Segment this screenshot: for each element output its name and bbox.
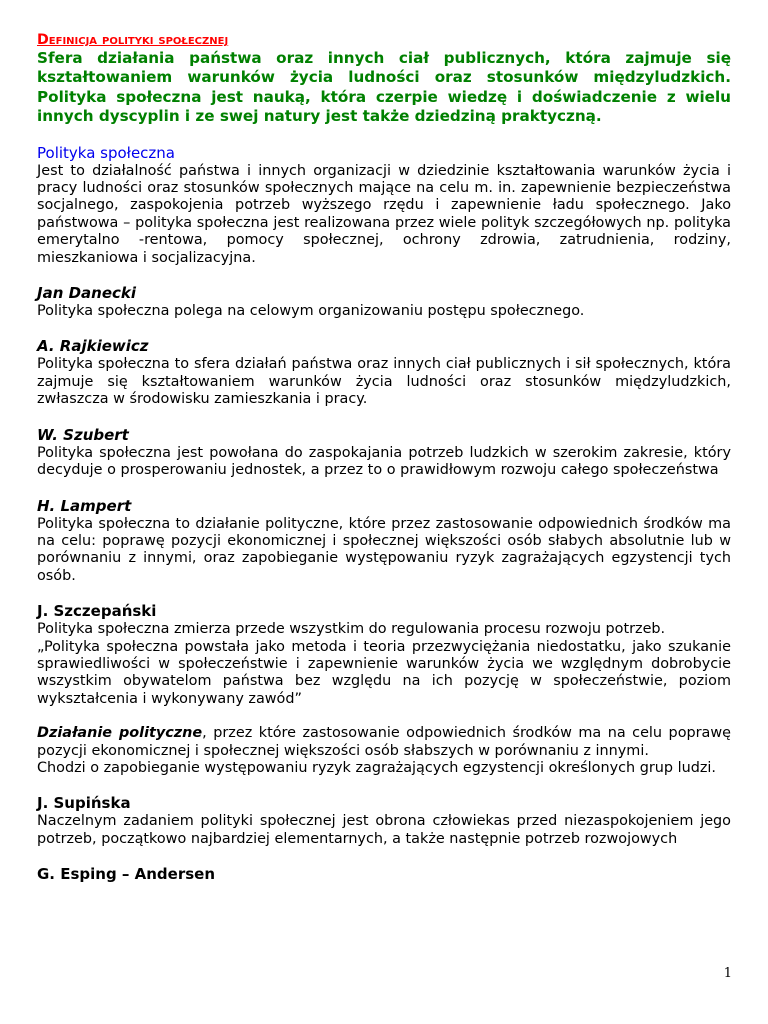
section-heading: Polityka społeczna — [37, 143, 175, 162]
section-heading: J. Szczepański — [37, 602, 157, 621]
section-heading: H. Lampert — [37, 496, 132, 515]
lead-continuation: , przez które zastosowanie odpowiednich środków ma na celu poprawę pozycji ekonomicznej i społecznej większości osób słabszych w porównaniu z innymi. — [37, 725, 731, 759]
section-paragraph: Polityka społeczna to działanie polityczne, które przez zastosowanie odpowiednich środków ma na celu: poprawę pozycji ekonomicznej i społecznej większości osób słabych absolutnie lub w porównaniu z innymi, oraz zapobieganie występowaniu ryzyk zagrażających egzystencji tych osób. — [37, 515, 731, 584]
section-heading: A. Rajkiewicz — [37, 337, 149, 356]
section-quote: „Polityka społeczna powstała jako metoda i teoria przezwyciężania niedostatku, jako szukanie sprawiedliwości w społeczeństwie i zapewnienie warunków życia we względnym dobrobycie wszystkim obywatelom państwa bez względu na ich pozycję w społeczeństwie, poziom wykształcenia i wykonywany zawód” — [37, 638, 731, 707]
section-paragraph: Polityka społeczna jest powołana do zaspokajania potrzeb ludzkich w szerokim zakresie, który decyduje o prosperowaniu jednostek, a przez to o prawidłowym rozwoju całego społeczeństwa — [37, 444, 731, 479]
section-paragraph: Polityka społeczna to sfera działań państwa oraz innych ciał publicznych i sił społecznych, która zajmuje się kształtowaniem warunków życia ludności oraz stosunków międzyludzkich, zwłaszcza w środowisku zamieszkania i pracy. — [37, 356, 731, 408]
section-jan-danecki — [37, 284, 731, 320]
intro-definition: Sfera działania państwa oraz innych ciał publicznych, która zajmuje się kształtowaniem warunków życia ludności oraz stosunków międzyludzkich. Polityka społeczna jest nauką, która czerpie wiedzę i doświadczenie z wielu innych dyscyplin i ze swej natury jest także dziedziną praktyczną. — [37, 49, 731, 126]
section-a-rajkiewicz — [37, 337, 731, 408]
page-number: 1 — [723, 966, 732, 981]
section-j-supinska — [37, 794, 731, 848]
section-heading: G. Esping – Andersen — [37, 865, 216, 884]
section-polityka-spoleczna — [37, 144, 731, 267]
section-paragraph: Chodzi o zapobieganie występowaniu ryzyk zagrażających egzystencji określonych grup ludzi. — [37, 759, 716, 776]
lead-phrase: Działanie polityczne — [37, 725, 203, 742]
document-title: Definicja polityki społecznej — [37, 32, 229, 48]
section-paragraph: Jest to działalność państwa i innych organizacji w dziedzinie kształtowania warunków życia i pracy ludności oraz stosunków społecznych mające na celu m. in. zapewnienie bezpieczeństwa socjalnego, zaspokojenia potrzeb wyższego rzędu i zapewnienie ładu społecznego. Jako państwowa – polityka społeczna jest realizowana przez wiele polityk szczegółowych np. polityka emerytalno -rentowa, pomocy społecznej, ochrony zdrowia, zatrudnienia, rodziny, mieszkaniowa i socjalizacyjna. — [37, 162, 731, 266]
section-paragraph: Naczelnym zadaniem polityki społecznej jest obrona człowiekas przed niezaspokojeniem jego potrzeb, początkowo najbardziej elementarnych, a także następnie potrzeb rozwojowych — [37, 813, 731, 847]
section-heading: Jan Danecki — [37, 284, 137, 303]
section-g-esping-andersen — [37, 865, 731, 884]
section-paragraph — [37, 725, 731, 760]
document-page — [37, 32, 731, 884]
section-paragraph: Polityka społeczna zmierza przede wszystkim do regulowania procesu rozwoju potrzeb. — [37, 621, 666, 638]
section-heading: W. Szubert — [37, 425, 129, 444]
section-w-szubert — [37, 426, 731, 480]
section-dzialanie-polityczne — [37, 725, 731, 777]
section-heading: J. Supińska — [37, 794, 131, 813]
section-h-lampert — [37, 497, 731, 586]
section-paragraph: Polityka społeczna polega na celowym organizowaniu postępu społecznego. — [37, 303, 585, 320]
section-j-szczepanski — [37, 602, 731, 708]
